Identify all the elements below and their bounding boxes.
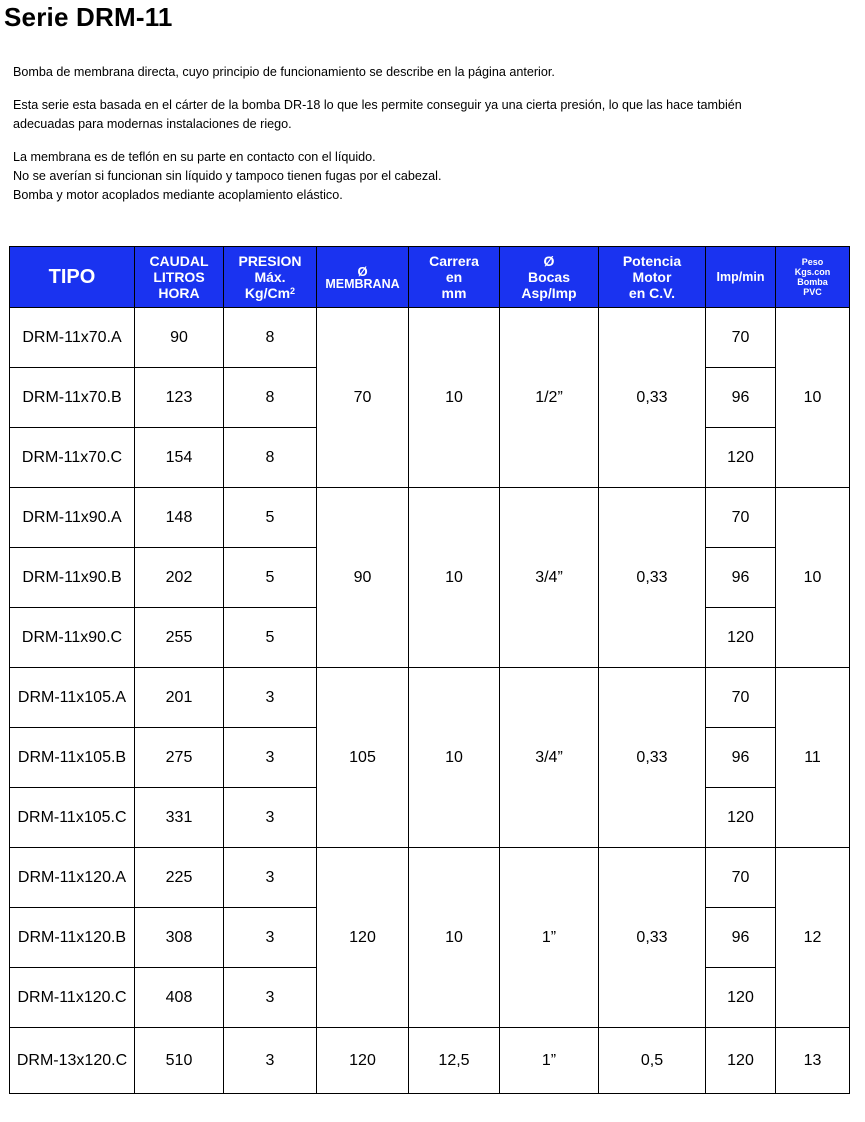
cell-peso: 12: [776, 848, 850, 1028]
cell-membrana: 70: [317, 308, 409, 488]
cell-tipo: DRM-11x120.A: [10, 848, 135, 908]
cell-caudal: 202: [135, 548, 224, 608]
page-title: Serie DRM-11: [4, 2, 173, 32]
cell-imp-min: 96: [706, 368, 776, 428]
cell-caudal: 123: [135, 368, 224, 428]
cell-carrera: 12,5: [409, 1028, 500, 1094]
specifications-table: [9, 246, 850, 1094]
cell-imp-min: 70: [706, 488, 776, 548]
cell-imp-min: 96: [706, 548, 776, 608]
cell-tipo: DRM-11x70.B: [10, 368, 135, 428]
cell-presion: 5: [224, 488, 317, 548]
header-imp-min: Imp/min: [706, 247, 776, 308]
cell-imp-min: 120: [706, 608, 776, 668]
cell-tipo: DRM-11x90.A: [10, 488, 135, 548]
table-row: [10, 668, 850, 728]
cell-carrera: 10: [409, 488, 500, 668]
description-paragraph: [13, 148, 441, 205]
cell-presion: 3: [224, 848, 317, 908]
cell-caudal: 154: [135, 428, 224, 488]
cell-presion: 8: [224, 428, 317, 488]
cell-presion: 5: [224, 608, 317, 668]
cell-presion: 8: [224, 368, 317, 428]
cell-presion: 3: [224, 788, 317, 848]
cell-imp-min: 70: [706, 308, 776, 368]
cell-caudal: 201: [135, 668, 224, 728]
cell-membrana: 120: [317, 848, 409, 1028]
cell-potencia: 0,5: [599, 1028, 706, 1094]
header-potencia: Potencia Motor en C.V.: [599, 247, 706, 308]
text-line: Bomba y motor acoplados mediante acoplamiento elástico.: [13, 188, 343, 202]
text-line: No se averían si funcionan sin líquido y tampoco tienen fugas por el cabezal.: [13, 169, 442, 183]
cell-tipo: DRM-11x70.A: [10, 308, 135, 368]
cell-presion: 3: [224, 968, 317, 1028]
cell-imp-min: 70: [706, 668, 776, 728]
cell-peso: 13: [776, 1028, 850, 1094]
cell-tipo: DRM-11x120.C: [10, 968, 135, 1028]
cell-presion: 3: [224, 668, 317, 728]
text-line: adecuadas para modernas instalaciones de riego.: [13, 117, 292, 131]
cell-membrana: 90: [317, 488, 409, 668]
table-header-row: [10, 247, 850, 308]
cell-caudal: 331: [135, 788, 224, 848]
cell-potencia: 0,33: [599, 488, 706, 668]
cell-bocas: 1”: [500, 1028, 599, 1094]
cell-carrera: 10: [409, 668, 500, 848]
cell-tipo: DRM-11x70.C: [10, 428, 135, 488]
cell-presion: 8: [224, 308, 317, 368]
header-caudal: CAUDAL LITROS HORA: [135, 247, 224, 308]
cell-membrana: 105: [317, 668, 409, 848]
cell-membrana: 120: [317, 1028, 409, 1094]
cell-bocas: 3/4”: [500, 668, 599, 848]
cell-imp-min: 120: [706, 788, 776, 848]
cell-tipo: DRM-11x120.B: [10, 908, 135, 968]
table-row: [10, 308, 850, 368]
cell-caudal: 275: [135, 728, 224, 788]
cell-tipo: DRM-13x120.C: [10, 1028, 135, 1094]
cell-tipo: DRM-11x105.B: [10, 728, 135, 788]
cell-caudal: 308: [135, 908, 224, 968]
header-presion: PRESION Máx. Kg/Cm$^2$: [224, 247, 317, 308]
cell-presion: 3: [224, 1028, 317, 1094]
cell-tipo: DRM-11x90.C: [10, 608, 135, 668]
cell-peso: 10: [776, 488, 850, 668]
cell-potencia: 0,33: [599, 848, 706, 1028]
cell-caudal: 148: [135, 488, 224, 548]
header-membrana: Ø MEMBRANA: [317, 247, 409, 308]
cell-potencia: 0,33: [599, 308, 706, 488]
cell-imp-min: 70: [706, 848, 776, 908]
cell-tipo: DRM-11x105.A: [10, 668, 135, 728]
cell-potencia: 0,33: [599, 668, 706, 848]
header-carrera: Carrera en mm: [409, 247, 500, 308]
cell-bocas: 1/2”: [500, 308, 599, 488]
cell-imp-min: 120: [706, 968, 776, 1028]
cell-peso: 10: [776, 308, 850, 488]
cell-presion: 5: [224, 548, 317, 608]
cell-caudal: 408: [135, 968, 224, 1028]
cell-caudal: 255: [135, 608, 224, 668]
cell-imp-min: 96: [706, 728, 776, 788]
cell-bocas: 3/4”: [500, 488, 599, 668]
cell-carrera: 10: [409, 308, 500, 488]
table-row: [10, 848, 850, 908]
cell-tipo: DRM-11x90.B: [10, 548, 135, 608]
cell-imp-min: 120: [706, 1028, 776, 1094]
cell-peso: 11: [776, 668, 850, 848]
header-tipo: TIPO: [10, 247, 135, 308]
cell-carrera: 10: [409, 848, 500, 1028]
header-bocas: Ø Bocas Asp/Imp: [500, 247, 599, 308]
table-row: [10, 1028, 850, 1094]
cell-bocas: 1”: [500, 848, 599, 1028]
text-line: Bomba de membrana directa, cuyo principio de funcionamiento se describe en la página anterior.: [13, 65, 555, 79]
text-line: La membrana es de teflón en su parte en contacto con el líquido.: [13, 150, 376, 164]
cell-caudal: 510: [135, 1028, 224, 1094]
cell-imp-min: 96: [706, 908, 776, 968]
table-row: [10, 488, 850, 548]
cell-caudal: 90: [135, 308, 224, 368]
text-line: Esta serie esta basada en el cárter de la bomba DR-18 lo que les permite conseguir ya una cierta presión, lo que las hace también: [13, 98, 742, 112]
cell-presion: 3: [224, 908, 317, 968]
cell-imp-min: 120: [706, 428, 776, 488]
description-paragraph: [13, 96, 742, 134]
cell-caudal: 225: [135, 848, 224, 908]
description-paragraph: [13, 63, 555, 82]
cell-tipo: DRM-11x105.C: [10, 788, 135, 848]
cell-presion: 3: [224, 728, 317, 788]
header-peso: Peso Kgs.con Bomba PVC: [776, 247, 850, 308]
